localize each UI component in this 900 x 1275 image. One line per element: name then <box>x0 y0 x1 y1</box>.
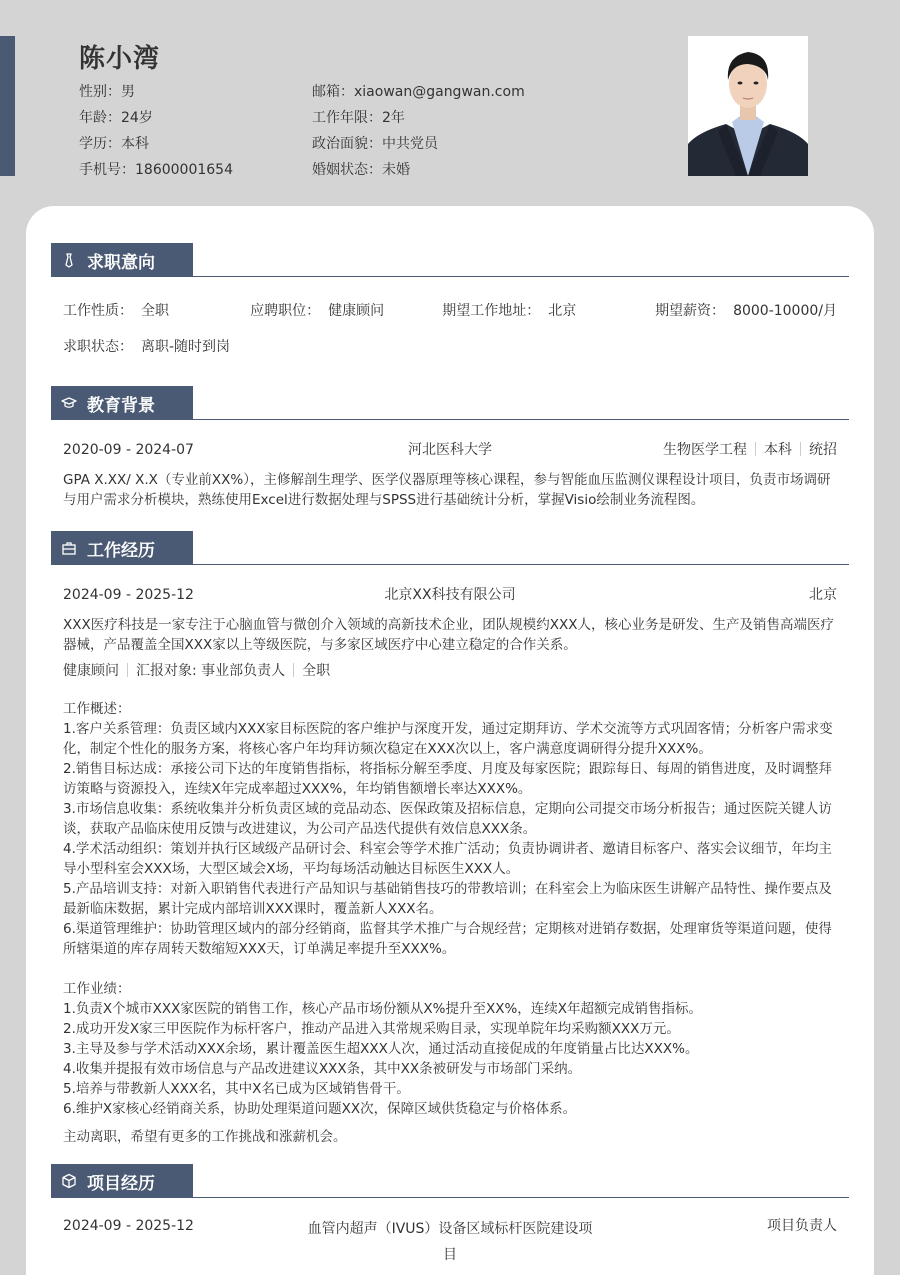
divider <box>800 442 801 456</box>
resume-card <box>26 206 874 1275</box>
work-row <box>51 585 849 605</box>
overview-item: 5.产品培训支持：对新入职销售代表进行产品知识与基础销售技巧的带教培训；在科室会上为临床医生讲解产品特性、操作要点及最新临床数据，累计完成内部培训XXX课时，覆盖新人XXX名。 <box>63 881 832 917</box>
intent-row <box>63 292 837 328</box>
info-label: 学历： <box>79 136 121 152</box>
info-label: 手机号： <box>79 162 135 178</box>
intent-position <box>250 300 442 320</box>
info-age <box>79 108 233 134</box>
work-report-to: 汇报对象: 事业部负责人 <box>136 663 286 679</box>
overview-item: 2.销售目标达成：承接公司下达的年度销售指标，将指标分解至季度、月度及每家医院；跟踪每日、每周的销售进度，及时调整拜访策略与资源投入，连续X年完成率超过XXX%，年均销售额增长率达XXX%。 <box>63 761 832 797</box>
project-period: 2024-09 - 2025-12 <box>63 1218 194 1234</box>
info-label: 年龄： <box>79 110 121 126</box>
info-value: 24岁 <box>121 110 153 126</box>
section-job-intent <box>51 243 849 364</box>
intent-grid <box>51 292 849 364</box>
education-meta <box>663 440 837 460</box>
education-major: 生物医学工程 <box>663 442 747 458</box>
info-label: 政治面貌： <box>312 136 382 152</box>
intent-status <box>63 336 230 356</box>
section-header <box>51 386 849 420</box>
info-value: 未婚 <box>382 162 410 178</box>
education-row <box>51 440 849 460</box>
work-overview <box>51 699 849 959</box>
divider <box>755 442 756 456</box>
project-row <box>51 1216 849 1263</box>
info-label: 邮箱： <box>312 84 354 100</box>
education-description: GPA X.XX/ X.X（专业前XX%），主修解剖生理学、医学仪器原理等核心课程，参与智能血压监测仪课程设计项目，负责市场调研与用户需求分析模块，熟练使用Excel进行数据处理与SPSS进行基础统计分析，掌握Visio绘制业务流程图。 <box>63 472 831 508</box>
info-gender <box>79 82 233 108</box>
info-work-years <box>312 108 525 134</box>
achievement-item: 1.负责X个城市XXX家医院的销售工作，核心产品市场份额从X%提升至XX%，连续X年超额完成销售指标。 <box>63 1001 703 1017</box>
candidate-name: 陈小湾 <box>79 44 161 74</box>
work-job-type: 全职 <box>302 663 331 679</box>
section-title: 求职意向 <box>87 252 155 273</box>
education-period: 2020-09 - 2024-07 <box>63 442 194 458</box>
info-label: 性别： <box>79 84 121 100</box>
education-type: 统招 <box>809 442 837 458</box>
info-value: 男 <box>121 84 135 100</box>
section-header <box>51 1164 849 1198</box>
intent-label: 期望薪资： <box>655 303 726 319</box>
intent-row <box>63 328 837 364</box>
graduation-cap-icon <box>61 395 77 411</box>
intent-value: 8000-10000/月 <box>733 303 837 319</box>
intent-work-type <box>63 300 250 320</box>
intent-value: 北京 <box>548 303 577 319</box>
person-portrait-icon <box>688 36 808 176</box>
info-value: 18600001654 <box>135 162 233 178</box>
section-header <box>51 243 849 277</box>
overview-title: 工作概述： <box>63 701 131 717</box>
work-period: 2024-09 - 2025-12 <box>63 587 194 603</box>
section-project-experience <box>51 1164 849 1263</box>
intent-salary <box>655 300 837 320</box>
intent-label: 求职状态： <box>63 339 133 355</box>
basic-info-left <box>79 82 233 186</box>
intent-label: 应聘职位： <box>250 303 321 319</box>
overview-item: 6.渠道管理维护：协助管理区域内的部分经销商，监督其学术推广与合规经营；定期核对进销存数据，处理窜货等渠道问题，使得所辖渠道的库存周转天数缩短XXX天，订单满足率提升至XXX%。 <box>63 921 832 957</box>
achievement-item: 5.培养与带教新人XXX名，其中X名已成为区域销售骨干。 <box>63 1081 410 1097</box>
achievement-item: 3.主导及参与学术活动XXX余场，累计覆盖医生超XXX人次，通过活动直接促成的年度销量占比达XXX%。 <box>63 1041 699 1057</box>
work-company: 北京XX科技有限公司 <box>384 587 516 603</box>
section-work-experience <box>51 531 849 1147</box>
basic-info-right <box>312 82 525 186</box>
cube-icon <box>61 1173 77 1189</box>
work-role: 健康顾问 <box>63 663 119 679</box>
info-education <box>79 134 233 160</box>
education-school: 河北医科大学 <box>408 442 492 458</box>
header-accent-bar <box>0 36 15 176</box>
section-education <box>51 386 849 510</box>
overview-item: 1.客户关系管理：负责区域内XXX家目标医院的客户维护与深度开发，通过定期拜访、学术交流等方式巩固客情；分析客户需求变化，制定个性化的服务方案，将核心客户年均拜访频次稳定在XXX次以上，客户满意度调研得分提升XXX%。 <box>63 721 833 757</box>
divider <box>127 663 128 677</box>
leave-reason: 主动离职，希望有更多的工作挑战和涨薪机会。 <box>63 1129 347 1145</box>
info-label: 婚姻状态： <box>312 162 382 178</box>
project-name: 血管内超声（IVUS）设备区域标杆医院建设项目 <box>307 1221 593 1263</box>
info-phone <box>79 160 233 186</box>
divider <box>293 663 294 677</box>
section-tab <box>51 243 193 277</box>
achievement-item: 2.成功开发X家三甲医院作为标杆客户，推动产品进入其常规采购目录，实现单院年均采购额XXX万元。 <box>63 1021 680 1037</box>
achievement-item: 4.收集并提报有效市场信息与产品改进建议XXX条，其中XX条被研发与市场部门采纳。 <box>63 1061 582 1077</box>
section-tab <box>51 1164 193 1198</box>
info-value: xiaowan@gangwan.com <box>354 84 525 100</box>
achievements-title: 工作业绩： <box>63 981 131 997</box>
info-value: 中共党员 <box>382 136 438 152</box>
tie-icon <box>61 252 77 268</box>
intent-label: 期望工作地址： <box>442 303 541 319</box>
overview-item: 3.市场信息收集：系统收集并分析负责区域的竞品动态、医保政策及招标信息，定期向公司提交市场分析报告；通过医院关键人访谈，获取产品临床使用反馈与改进建议，为公司产品迭代提供有效信息XXX条。 <box>63 801 832 837</box>
work-meta <box>51 661 849 681</box>
section-title: 教育背景 <box>87 395 155 416</box>
work-achievements <box>51 979 849 1119</box>
section-header <box>51 531 849 565</box>
info-label: 工作年限： <box>312 110 382 126</box>
overview-item: 4.学术活动组织：策划并执行区域级产品研讨会、科室会等学术推广活动；负责协调讲者、邀请目标客户、落实会议细节，年均主导小型科室会XXX场，大型区域会X场，平均每场活动触达目标医生XXX人。 <box>63 841 832 877</box>
company-description: XXX医疗科技是一家专注于心脑血管与微创介入领域的高新技术企业，团队规模约XXX人，核心业务是研发、生产及销售高端医疗器械，产品覆盖全国XXX家以上等级医院，与多家区域医疗中心建立稳定的合作关系。 <box>63 617 834 653</box>
work-city: 北京 <box>809 587 837 603</box>
info-value: 本科 <box>121 136 149 152</box>
profile-photo <box>688 36 808 176</box>
info-email <box>312 82 525 108</box>
section-tab <box>51 531 193 565</box>
section-title: 工作经历 <box>87 540 155 561</box>
education-degree: 本科 <box>764 442 792 458</box>
info-political-status <box>312 134 525 160</box>
briefcase-icon <box>61 540 77 556</box>
project-role: 项目负责人 <box>767 1218 837 1234</box>
info-value: 2年 <box>382 110 405 126</box>
intent-value: 健康顾问 <box>328 303 385 319</box>
intent-label: 工作性质： <box>63 303 133 319</box>
intent-location <box>442 300 655 320</box>
project-name-wrap <box>301 1216 599 1268</box>
section-title: 项目经历 <box>87 1173 155 1194</box>
intent-value: 全职 <box>141 303 169 319</box>
intent-value: 离职-随时到岗 <box>141 339 231 355</box>
section-tab <box>51 386 193 420</box>
achievement-item: 6.维护X家核心经销商关系，协助处理渠道问题XX次，保障区域供货稳定与价格体系。 <box>63 1101 577 1117</box>
info-marital-status <box>312 160 525 186</box>
